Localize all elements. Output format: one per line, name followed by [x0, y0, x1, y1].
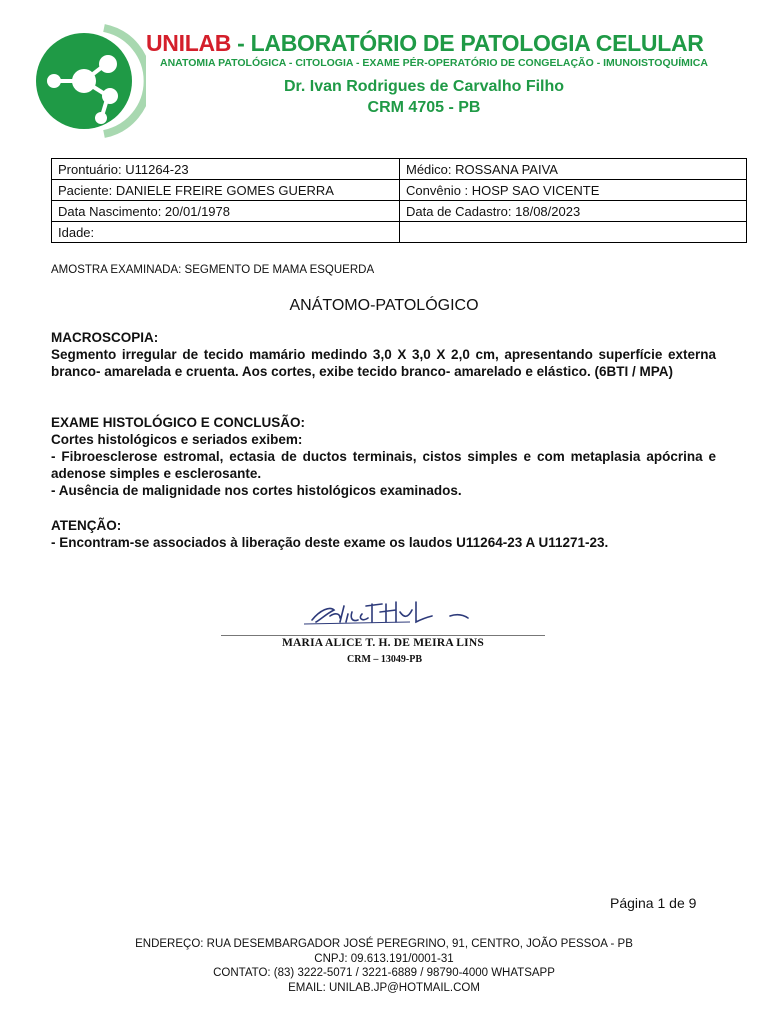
doctor-crm: CRM 4705 - PB [367, 99, 481, 116]
signer-crm: CRM – 13049-PB [347, 654, 422, 665]
cadastro-cell: Data de Cadastro: 18/08/2023 [400, 201, 747, 222]
histologico-intro: Cortes histológicos e seriados exibem: [51, 432, 303, 447]
sample-description: AMOSTRA EXAMINADA: SEGMENTO DE MAMA ESQUERDA [51, 264, 375, 276]
footer-cnpj: CNPJ: 09.613.191/0001-31 [314, 952, 454, 965]
footer-contact: CONTATO: (83) 3222-5071 / 3221-6889 / 98790-4000 WHATSAPP [213, 967, 555, 979]
idade-cell: Idade: [52, 222, 400, 243]
empty-cell [400, 222, 747, 243]
brand-rest: - LABORATÓRIO DE PATOLOGIA CELULAR [231, 30, 704, 56]
handwritten-signature [300, 592, 500, 632]
histologico-label: EXAME HISTOLÓGICO E CONCLUSÃO: [51, 415, 306, 430]
prontuario-cell: Prontuário: U11264-23 [52, 159, 400, 180]
nascimento-cell: Data Nascimento: 20/01/1978 [52, 201, 400, 222]
atencao-label: ATENÇÃO: [51, 518, 122, 533]
lab-subtitle: ANATOMIA PATOLÓGICA - CITOLOGIA - EXAME PÉR-OPERATÓRIO DE CONGELAÇÃO - IMUNOISTOQUÍMICA [160, 57, 708, 69]
lab-title [146, 30, 704, 57]
histologico-item-2: - Ausência de malignidade nos cortes histológicos examinados. [51, 483, 462, 498]
histologico-item-1: - Fibroesclerose estromal, ectasia de ductos terminais, cistos simples e com metaplasia apócrina e adenose simples e esclerosante. [51, 449, 716, 481]
brand-name: UNILAB [146, 30, 232, 56]
histologico-section [51, 414, 716, 499]
signer-name: MARIA ALICE T. H. DE MEIRA LINS [282, 637, 484, 649]
footer-email: EMAIL: UNILAB.JP@HOTMAIL.COM [288, 981, 480, 994]
report-title: ANÁTOMO-PATOLÓGICO [289, 297, 479, 314]
macroscopia-label: MACROSCOPIA: [51, 330, 159, 345]
paciente-cell: Paciente: DANIELE FREIRE GOMES GUERRA [52, 180, 400, 201]
signature-line [221, 635, 545, 636]
footer [0, 937, 768, 995]
patient-info-table [51, 158, 747, 243]
convenio-cell: Convênio : HOSP SAO VICENTE [400, 180, 747, 201]
doctor-name: Dr. Ivan Rodrigues de Carvalho Filho [283, 78, 565, 95]
macroscopia-text: Segmento irregular de tecido mamário medindo 3,0 X 3,0 X 2,0 cm, apresentando superfície externa branco- amarelada e cruenta. Aos cortes, exibe tecido branco- amarelado e elástico. (6BTI / MPA) [51, 347, 716, 379]
medico-cell: Médico: ROSSANA PAIVA [400, 159, 747, 180]
footer-address: ENDEREÇO: RUA DESEMBARGADOR JOSÉ PEREGRINO, 91, CENTRO, JOÃO PESSOA - PB [135, 938, 633, 950]
page-number: Página 1 de 9 [610, 895, 697, 911]
atencao-section [51, 517, 716, 551]
atencao-text: - Encontram-se associados à liberação deste exame os laudos U11264-23 A U11271-23. [51, 535, 609, 550]
macroscopia-section [51, 329, 716, 380]
